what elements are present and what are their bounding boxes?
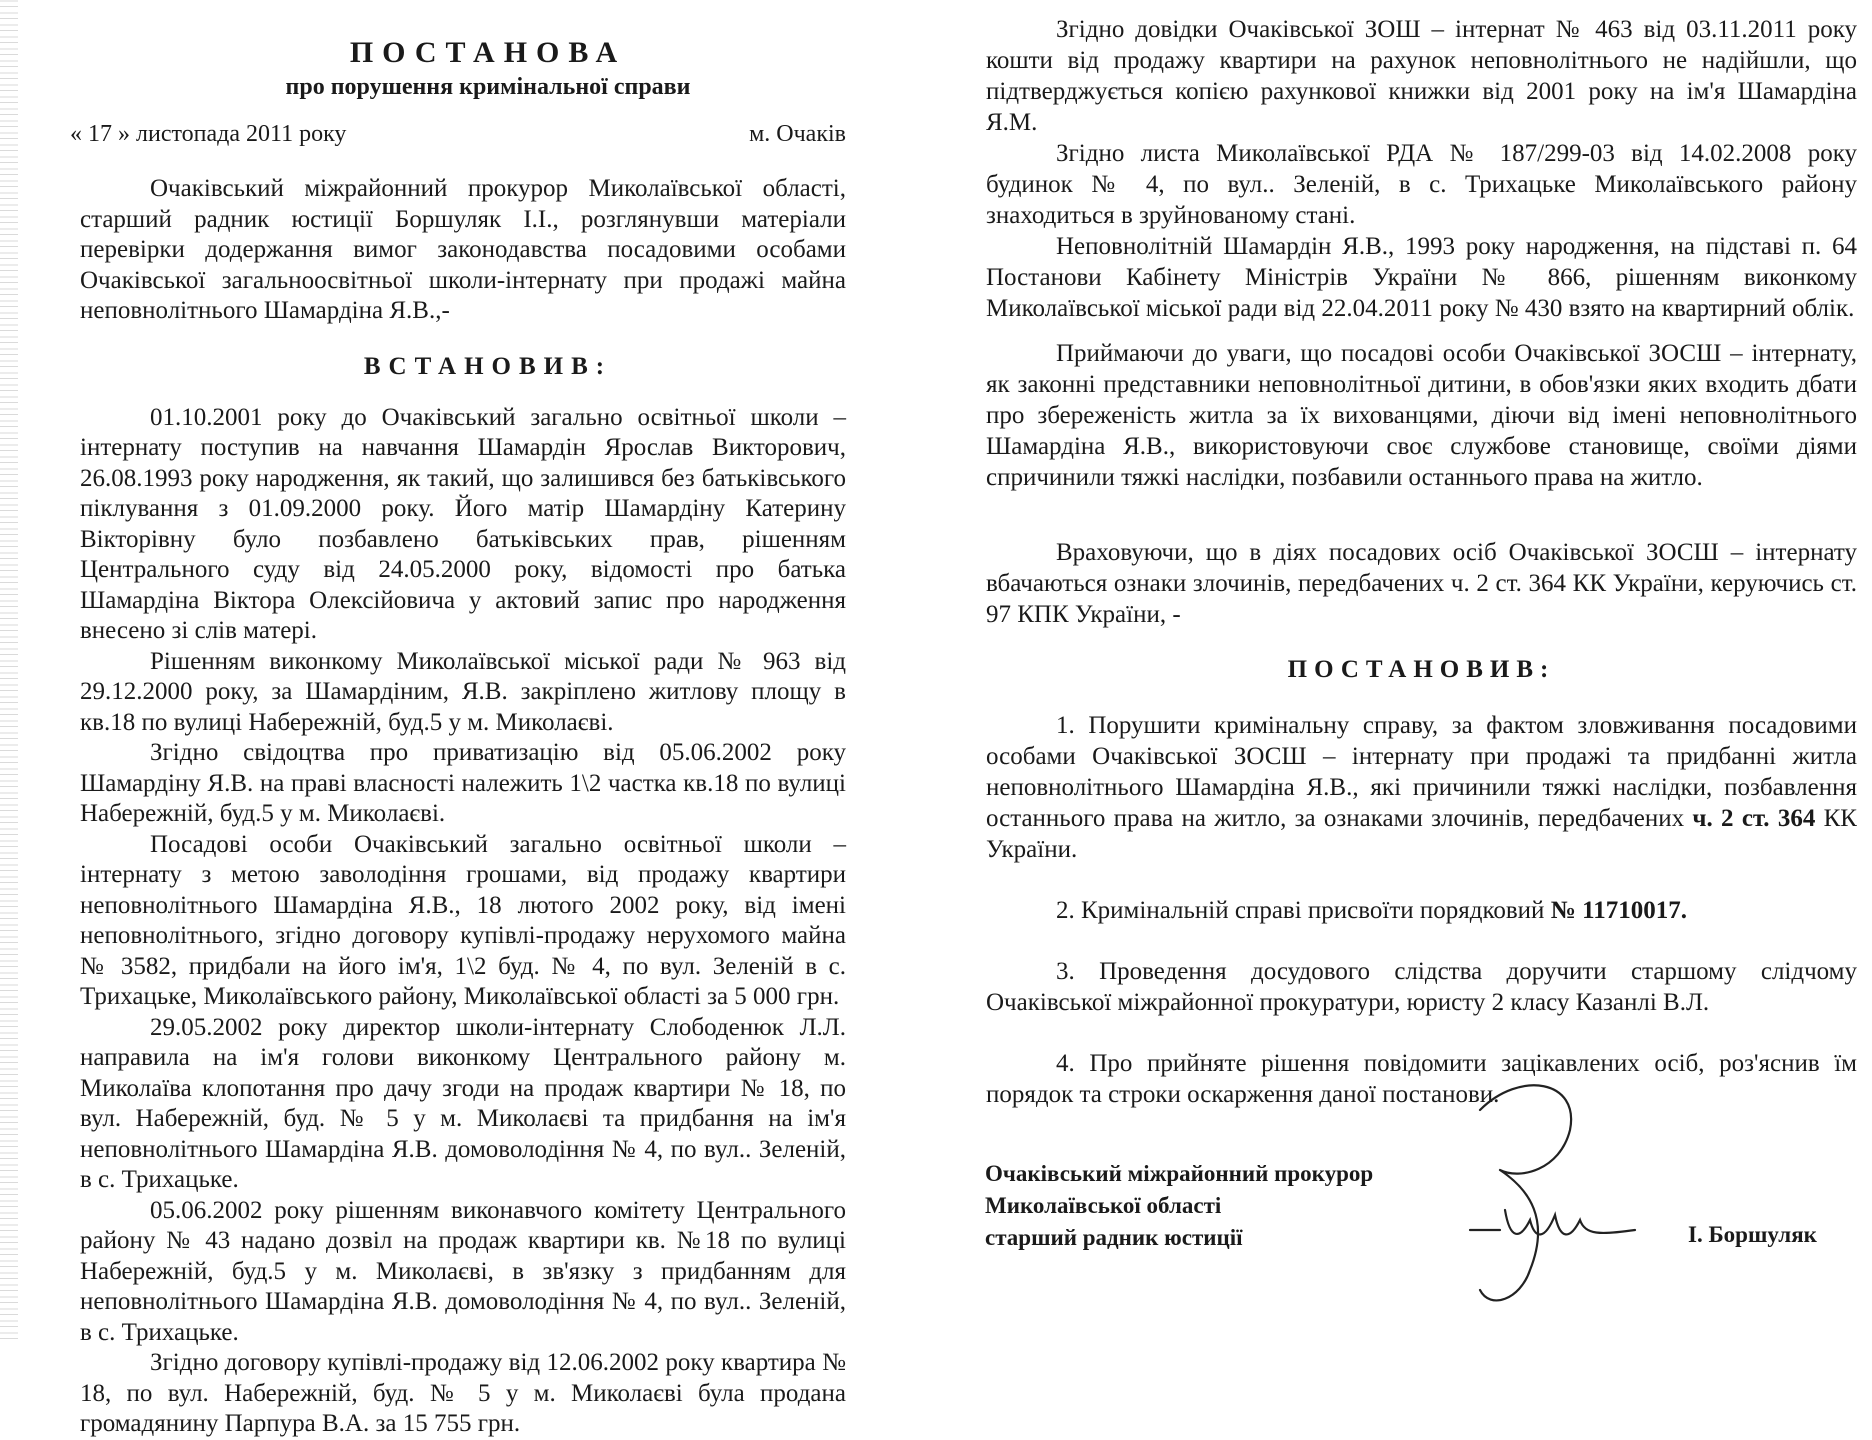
- paragraph: 01.10.2001 року до Очаківський загально освітньої школи – інтернату поступив на навчання Шамардін Ярослав Викторович, 26.08.1993 року народження, як такий, що залишився без батьківського піклування з 01.09.2000 року. Його матір Шамардіну Катерину Вікторівну було позбавлено батьківських прав, рішенням Центрального суду від 24.05.2000 року, відомості про батька Шамардіна Віктора Олексійовича у актовий запис про народження внесено зі слів матері.: [80, 403, 846, 644]
- document-place: м. Очаків: [749, 121, 846, 147]
- intro-paragraph: Очаківський міжрайонний прокурор Миколаївської області, старший радник юстиції Боршуляк І.І., розглянувши матеріали перевірки додержання вимог законодавства посадовими особами Очаківської загальноосвітньої школи-інтернату при продажі майна неповнолітнього Шамардіна Я.В.,-: [80, 175, 846, 324]
- signer-rank-line: старший радник юстиції: [985, 1225, 1243, 1250]
- page-right: [936, 0, 1872, 1341]
- paragraph: Згідно свідоцтва про приватизацію від 05.06.2002 року Шамардіну Я.В. на праві власності належить 1\2 частка кв.18 по вулиці Набережній, буд.5 у м. Миколаєві.: [80, 739, 846, 827]
- resolution-item-4: 4. Про прийняте рішення повідомити зацікавлених осіб, роз'яснив їм порядок та строки оскарження даної постанови.: [986, 1050, 1857, 1108]
- paragraph: Рішенням виконкому Миколаївської міської ради № 963 від 29.12.2000 року, за Шамардіним, Я.В. закріплено житлову площу в кв.18 по вулиці Набережній, буд.5 у м. Миколаєві.: [80, 647, 846, 736]
- dateline: [40, 121, 896, 148]
- paragraph: Приймаючи до уваги, що посадові особи Очаківської ЗОСШ – інтернату, як законні представники неповнолітньої дитини, в обов'язки яких входить дбати про збереженість житла за їх вихованцями, діючи від імені неповнолітнього Шамардіна Я.В., використовуючи своє службове становище, своїми діями спричинили тяжкі наслідки, позбавили останнього права на житло.: [986, 340, 1857, 491]
- paragraph: 05.06.2002 року рішенням виконавчого комітету Центрального району № 43 надано дозвіл на продаж квартири кв. №18 по вулиці Набережній, буд.5 у м. Миколаєві, в зв'язку з придбанням для неповнолітнього Шамардіна Я.В. домоволодіння № 4, по вул.. Зеленій, в с. Трихацьке.: [80, 1196, 846, 1346]
- signer-position-line: Очаківський міжрайонний прокурор: [985, 1161, 1374, 1186]
- document-subtitle: про порушення кримінальної справи: [285, 74, 691, 100]
- handwritten-signature: [1460, 1070, 1640, 1320]
- resolution-item-3: 3. Проведення досудового слідства доручити старшому слідчому Очаківської міжрайонної прокуратури, юристу 2 класу Казанлі В.Л.: [986, 958, 1857, 1016]
- section-heading-resolved: ПОСТАНОВИВ:: [1287, 656, 1556, 683]
- resolution-item-2: 2. Кримінальній справі присвоїти порядковий № 11710017.: [1056, 897, 1687, 924]
- section-heading-established: ВСТАНОВИВ:: [363, 352, 613, 380]
- resolution-item-1: 1. Порушити кримінальну справу, за фактом зловживання посадовими особами Очаківської ЗОСШ – інтернату при продажі та придбанні житла неповнолітнього Шамардіна Я.В., які причинили тяжкі наслідки, позбавлення останнього права на житло, за ознаками злочинів, передбачених ч. 2 ст. 364 КК України.: [986, 712, 1857, 863]
- paragraph: Неповнолітній Шамардін Я.В., 1993 року народження, на підставі п. 64 Постанови Кабінету Міністрів України № 866, рішенням виконкому Миколаївської міської ради від 22.04.2011 року № 430 взято на квартирний облік.: [986, 233, 1857, 322]
- paragraph: Згідно договору купівлі-продажу від 12.06.2002 року квартира № 18, по вул. Набережній, буд. № 5 у м. Миколаєві була продана громадянину Парпура В.А. за 15 755 грн.: [80, 1349, 846, 1437]
- signer-region-line: Миколаївської області: [985, 1193, 1222, 1218]
- paragraph: Згідно довідки Очаківської ЗОШ – інтернат № 463 від 03.11.2011 року кошти від продажу квартири на рахунок неповнолітнього не надійшли, що підтверджується копією рахункової книжки від 2001 року на ім'я Шамардіна Я.М.: [986, 16, 1857, 136]
- paragraph: Посадові особи Очаківський загально освітньої школи – інтернату з метою заволодіння грошами, від продажу квартири неповнолітнього Шамардіна Я.В., 18 лютого 2002 року, від імені неповнолітнього, згідно договору купівлі-продажу нерухомого майна № 3582, придбали на його ім'я, 1\2 буд. № 4, по вул. Зеленій в с. Трихацьке, Миколаївського району, Миколаївської області за 5 000 грн.: [80, 830, 846, 1010]
- paragraph: 29.05.2002 року директор школи-інтернату Слободенюк Л.Л. направила на ім'я голови виконкому Центрального району м. Миколаїва клопотання про дачу згоди на продаж квартири № 18, по вул. Набережній, буд. № 5 у м. Миколаєві та придбання на ім'я неповнолітнього Шамардіна Я.В. домоволодіння № 4, по вул.. Зеленій, в с. Трихацьке.: [80, 1013, 846, 1193]
- document-date: « 17 » листопада 2011 року: [70, 121, 347, 147]
- page-left: [0, 0, 936, 1437]
- signature-title-block: [985, 1158, 1373, 1254]
- paragraph: Згідно листа Миколаївської РДА № 187/299-03 від 14.02.2008 року будинок № 4, по вул.. Зеленій, в с. Трихацьке Миколаївського району знаходиться в зруйнованому стані.: [986, 140, 1857, 229]
- paragraph: Враховуючи, що в діях посадових осіб Очаківської ЗОСШ – інтернату вбачаються ознаки злочинів, передбачених ч. 2 ст. 364 КК України, керуючись ст. 97 КПК України, -: [986, 539, 1857, 628]
- document-title: ПОСТАНОВА: [349, 36, 627, 69]
- signer-name: І. Боршуляк: [1688, 1222, 1817, 1247]
